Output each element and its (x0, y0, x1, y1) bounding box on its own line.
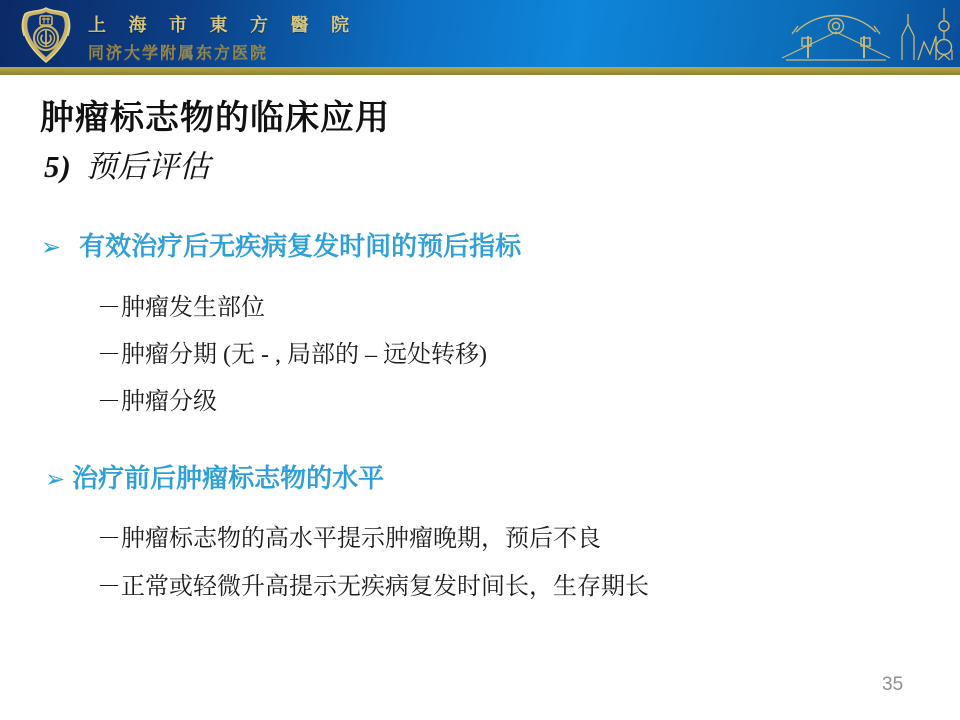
list-item: －肿瘤标志物的高水平提示肿瘤晚期，预后不良 (97, 526, 601, 552)
hospital-crest-icon (16, 6, 76, 64)
section-heading-text: 有效治疗后无疾病复发时间的预后指标 (79, 232, 522, 261)
section-heading-text: 治疗前后肿瘤标志物的水平 (72, 464, 385, 493)
hospital-names (88, 11, 358, 63)
list-item: －肿瘤分级 (97, 389, 217, 415)
header-band (0, 0, 960, 67)
page-number: 35 (882, 674, 904, 695)
subtitle-text: 预后评估 (85, 149, 210, 184)
sub-list-tumor-factors (97, 294, 487, 435)
list-item: －正常或轻微升高提示无疾病复发时间长，生存期长 (97, 574, 649, 600)
page-subtitle (44, 141, 210, 186)
list-item: －肿瘤分期 (无 - , 局部的 – 远处转移) (97, 342, 487, 368)
section-heading-marker-levels (45, 458, 384, 495)
sub-list-marker-implications (97, 525, 649, 621)
subtitle-number: 5) (44, 149, 72, 184)
gate-and-skyline-icon (778, 2, 954, 66)
page-title: 肿瘤标志物的临床应用 (40, 100, 390, 137)
hospital-name-simplified: 同济大学附属东方医院 (88, 45, 269, 62)
arrow-bullet-icon: ➢ (45, 465, 66, 493)
section-heading-prognostic-indicators (41, 226, 521, 263)
hospital-name-traditional: 上 海 市 東 方 醫 院 (88, 15, 358, 35)
list-item: －肿瘤发生部位 (97, 295, 265, 321)
gold-divider (0, 67, 960, 75)
arrow-bullet-icon: ➢ (41, 233, 62, 261)
